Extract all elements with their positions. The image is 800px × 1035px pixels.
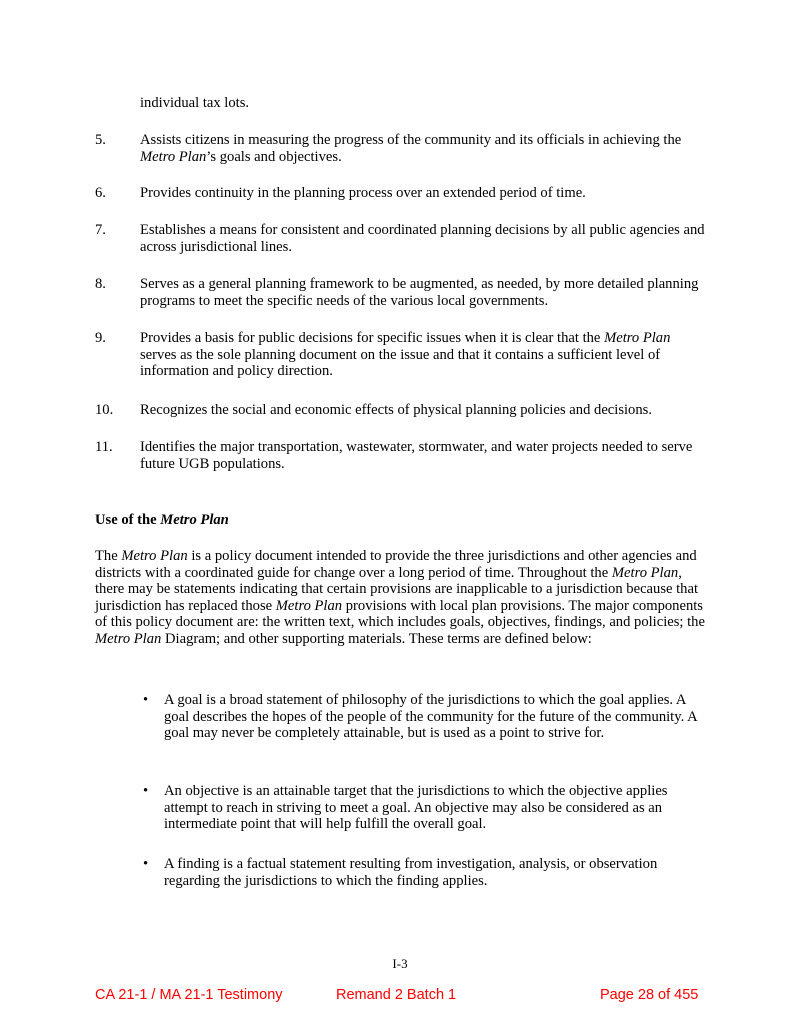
bullet-finding: A finding is a factual statement resulting from investigation, analysis, or observation regarding the jurisdictions to which the finding applies. — [164, 856, 658, 889]
list-item-11: Identifies the major transportation, wastewater, stormwater, and water projects needed to serve future UGB populations. — [140, 439, 693, 472]
list-item-7: Establishes a means for consistent and coordinated planning decisions by all public agencies and across jurisdictional lines. — [140, 222, 705, 255]
list-number-9: 9. — [95, 330, 106, 346]
bullet-goal: A goal is a broad statement of philosophy of the jurisdictions to which the goal applies. A goal describes the hopes of the people of the community for the future of the community. A goal may never be completely attainable, but is used as a point to strive for. — [164, 692, 697, 741]
footer-middle: Remand 2 Batch 1 — [336, 987, 457, 1003]
list-item-6: Provides continuity in the planning process over an extended period of time. — [140, 185, 586, 201]
list-number-11: 11. — [95, 439, 113, 455]
list-item-9: Provides a basis for public decisions for specific issues when it is clear that the Metro Plan serves as the sole planning document on the issue and that it contains a sufficient level of information and policy direction. — [140, 330, 671, 379]
bullet-glyph: • — [143, 856, 149, 872]
bullet-objective: An objective is an attainable target that the jurisdictions to which the objective applies attempt to reach in striving to meet a goal. An objective may also be considered as an intermediate point that will help fulfill the overall goal. — [164, 783, 668, 832]
list-item-5: Assists citizens in measuring the progress of the community and its officials in achieving the Metro Plan’s goals and objectives. — [140, 132, 682, 165]
list-item-8: Serves as a general planning framework to be augmented, as needed, by more detailed planning programs to meet the specific needs of the various local governments. — [140, 276, 699, 309]
section-heading: Use of the Metro Plan — [95, 512, 229, 528]
list-number-10: 10. — [95, 402, 114, 418]
list-number-6: 6. — [95, 185, 106, 201]
list-number-5: 5. — [95, 132, 106, 148]
list-number-7: 7. — [95, 222, 106, 238]
footer-left: CA 21-1 / MA 21-1 Testimony — [95, 987, 283, 1003]
bullet-glyph: • — [143, 692, 149, 708]
bullet-glyph: • — [143, 783, 149, 799]
list-item-10: Recognizes the social and economic effects of physical planning policies and decisions. — [140, 402, 652, 418]
page-number: I-3 — [392, 956, 408, 971]
footer-right: Page 28 of 455 — [600, 987, 699, 1003]
continuation-text: individual tax lots. — [140, 95, 250, 111]
body-paragraph: The Metro Plan is a policy document intended to provide the three jurisdictions and other agencies and districts with a coordinated guide for change over a long period of time. Throughout the Metro Plan, there may be statements indicating that certain provisions are inapplicable to a jurisdiction because that jurisdiction has replaced those Metro Plan provisions with local plan provisions. The major components of this policy document are: the written text, which includes goals, objectives, findings, and policies; the Metro Plan Diagram; and other supporting materials. These terms are defined below: — [95, 548, 705, 647]
list-number-8: 8. — [95, 276, 106, 292]
